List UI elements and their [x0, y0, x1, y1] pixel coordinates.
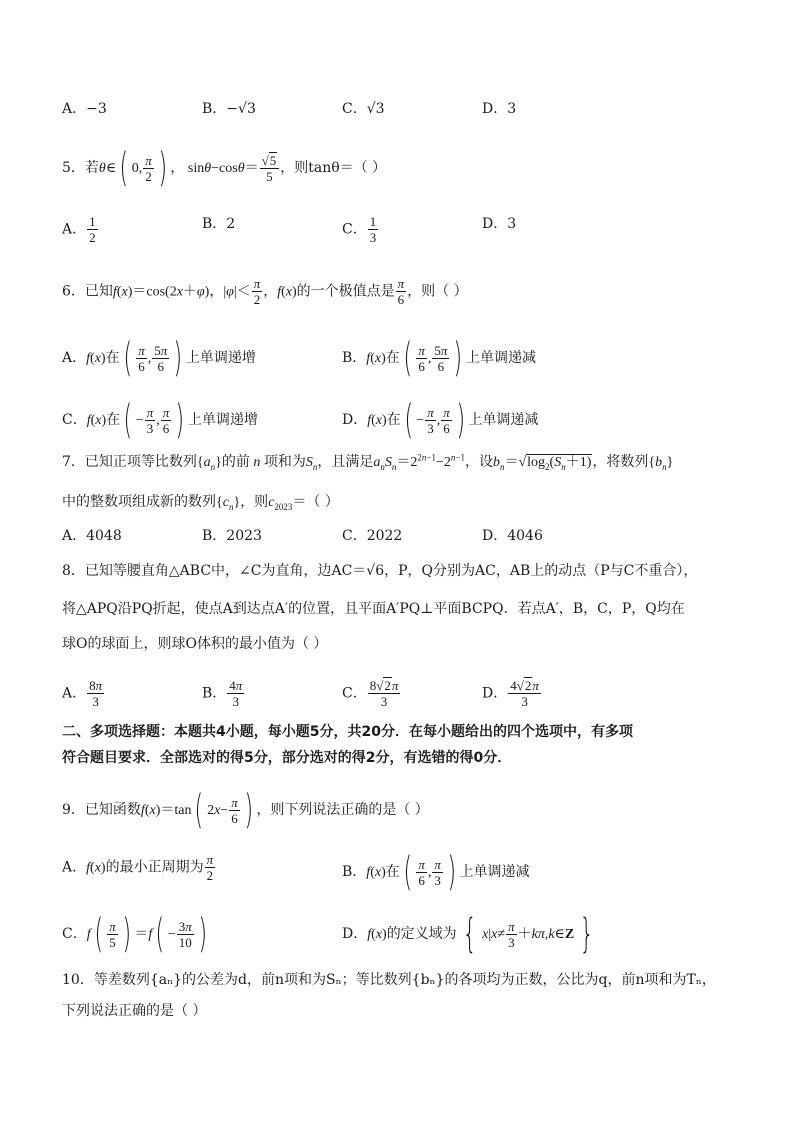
q7-option-a[interactable]: A．4048: [62, 528, 122, 544]
q5-stem: 5．若θ∈( 0, $\frac{\pi}{2}$ ) ， sinθ−cosθ＝ $\frac{√5}{5}$ ，则tanθ＝（ ）: [62, 145, 387, 191]
q9-option-a[interactable]: A．f(x)的最小正周期为 $\frac{\pi}{2}$: [62, 852, 214, 883]
q5-option-a[interactable]: A． $\frac{1}{2}$: [62, 214, 96, 245]
q5-option-c[interactable]: C． $\frac{1}{3}$: [342, 214, 377, 245]
q8-option-a[interactable]: A． $\frac{8\pi}{3}$: [62, 678, 103, 709]
q6-option-c[interactable]: C．f(x)在( − $\frac{\pi}{3}$ , $\frac{\pi}{6}$ ) 上单调递增: [62, 397, 258, 443]
q8-line-3: 球O的球面上，则球O体积的最小值为（ ）: [62, 636, 328, 652]
q6-stem: 6．已知f(x)＝cos(2x＋φ)，|φ|＜ $\frac{\pi}{2}$ ，f(x)的一个极值点是 $\frac{\pi}{6}$ ，则（ ）: [62, 276, 468, 307]
q4-option-d[interactable]: D．3: [482, 101, 517, 117]
q9-option-b[interactable]: B．f(x)在( $\frac{\pi}{6}$ , $\frac{\pi}{3}$ ) 上单调递减: [342, 849, 530, 895]
q8-option-b[interactable]: B． $\frac{4\pi}{3}$: [202, 678, 243, 709]
q4-option-a[interactable]: A．−3: [62, 101, 107, 117]
q8-option-c[interactable]: C． $\frac{8√2\pi}{3}$: [342, 678, 399, 709]
q10-line-1: 10．等差数列{aₙ}的公差为d，前n项和为Sₙ；等比数列{bₙ}的各项均为正数，公比为q，前n项和为Tₙ，: [62, 972, 716, 988]
q8-line-2: 将△APQ沿PQ折起，使点A到达点A′的位置，且平面A′PQ⊥平面BCPQ．若点A′，B，C，P，Q均在: [62, 601, 685, 617]
q4-option-b[interactable]: B．−√3: [202, 101, 256, 117]
q5-option-b[interactable]: B．2: [202, 216, 236, 232]
q6-option-b[interactable]: B．f(x)在( $\frac{\pi}{6}$ , $\frac{5\pi}{6}$ ) 上单调递减: [342, 335, 536, 381]
q4-option-c[interactable]: C．√3: [342, 101, 385, 117]
q7-line-2: 中的整数项组成新的数列$\{c_n\}$，则$c_{2023}=$（ ）: [62, 494, 339, 512]
q7-line-1: 7．已知正项等比数列$\{a_n\}$的前 n 项和为$S_n$，且满足$a_nS_n=2^{2n-1}-2^{n-1}$，设$b_n=√\log_2(S_n+1)$，将数列$\{b_n\}$: [62, 452, 674, 472]
q7-option-c[interactable]: C．2022: [342, 528, 403, 544]
q9-option-d[interactable]: D．f(x)的定义域为 { x|x≠ $\frac{\pi}{3}$ ＋kπ,k∈Z }: [342, 911, 594, 957]
section-2-heading-line-2: 符合题目要求．全部选对的得5分，部分选对的得2分，有选错的得0分．: [62, 750, 512, 766]
q6-option-d[interactable]: D．f(x)在( − $\frac{\pi}{3}$ , $\frac{\pi}{6}$ ) 上单调递减: [342, 397, 539, 443]
q10-line-2: 下列说法正确的是（ ）: [62, 1003, 207, 1019]
section-2-heading-line-1: 二、多项选择题：本题共4小题，每小题5分，共20分．在每小题给出的四个选项中，有多项: [62, 724, 633, 740]
q6-option-a[interactable]: A．f(x)在( $\frac{\pi}{6}$ , $\frac{5\pi}{6}$ ) 上单调递增: [62, 335, 256, 381]
q8-option-d[interactable]: D． $\frac{4√2\pi}{3}$: [482, 678, 539, 709]
q5-option-d[interactable]: D．3: [482, 216, 517, 232]
q7-option-d[interactable]: D．4046: [482, 528, 543, 544]
q8-line-1: 8．已知等腰直角△ABC中，∠C为直角，边AC＝√6，P，Q分别为AC，AB上的动点（P与C不重合），: [62, 563, 698, 579]
q7-option-b[interactable]: B．2023: [202, 528, 262, 544]
q9-option-c[interactable]: C．f( $\frac{\pi}{5}$ ) ＝f( − $\frac{3\pi}{10}$ ): [62, 911, 207, 957]
q9-stem: 9．已知函数f(x)＝tan( 2x− $\frac{\pi}{6}$ ) ，则下列说法正确的是（ ）: [62, 787, 429, 833]
